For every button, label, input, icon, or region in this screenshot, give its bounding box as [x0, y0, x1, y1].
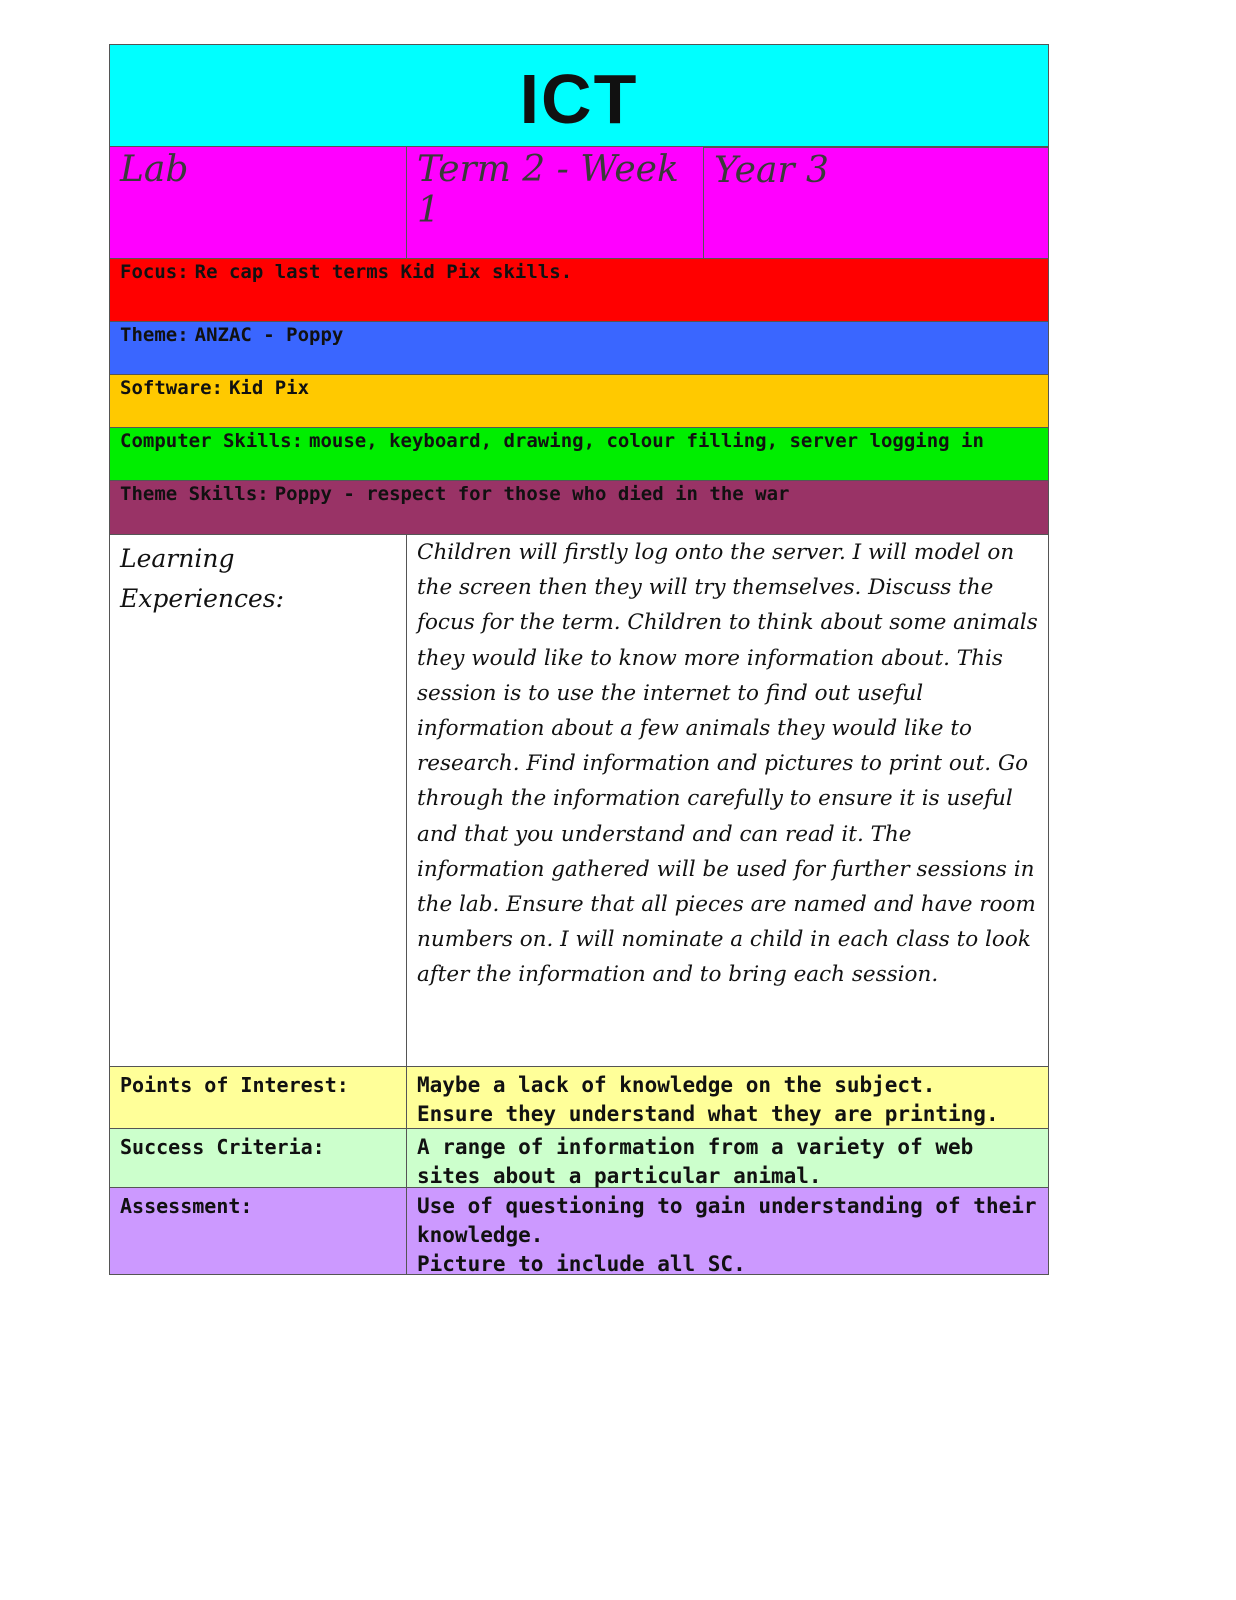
- lesson-plan-table: [109, 44, 1049, 1275]
- theme-skills-row: [110, 481, 1048, 535]
- success-criteria-text: A range of information from a variety of web sites about a particular animal.: [417, 1135, 974, 1188]
- theme-value: ANZAC - Poppy: [194, 324, 344, 346]
- theme-label: Theme:: [120, 324, 189, 346]
- assessment-label: Assessment:: [110, 1188, 407, 1274]
- success-criteria-row: [110, 1129, 1048, 1188]
- focus-label: Focus:: [120, 261, 189, 283]
- meta-row: [110, 147, 1048, 259]
- computer-skills-row: [110, 428, 1048, 481]
- learning-experiences-row: [110, 535, 1048, 1067]
- computer-skills-label: Computer Skills:: [120, 430, 304, 452]
- theme-skills-value: Poppy - respect for those who died in the war: [274, 483, 790, 505]
- page-title: ICT: [519, 59, 639, 138]
- points-of-interest-text: [407, 1067, 1048, 1128]
- assessment-line: Picture to include all SC.: [417, 1252, 746, 1276]
- title-row: [110, 45, 1048, 147]
- learning-experiences-label: Learning Experiences:: [110, 535, 407, 1066]
- software-value: Kid Pix: [228, 377, 310, 399]
- theme-skills-label: Theme Skills:: [120, 483, 269, 505]
- location-cell: Lab: [110, 147, 407, 258]
- assessment-text: [407, 1188, 1048, 1274]
- term-week-cell: Term 2 - Week 1: [407, 147, 704, 258]
- points-of-interest-line: Ensure they understand what they are printing.: [417, 1102, 999, 1126]
- software-row: [110, 375, 1048, 428]
- focus-row: [110, 259, 1048, 322]
- points-of-interest-label: Points of Interest:: [110, 1067, 407, 1128]
- theme-row: [110, 322, 1048, 375]
- success-criteria-label: Success Criteria:: [110, 1129, 407, 1187]
- computer-skills-value: mouse, keyboard, drawing, colour filling, server logging in: [309, 430, 984, 452]
- points-of-interest-line: Maybe a lack of knowledge on the subject.: [417, 1073, 936, 1097]
- assessment-line: Use of questioning to gain understanding of their knowledge.: [417, 1194, 1037, 1247]
- points-of-interest-row: [110, 1067, 1048, 1129]
- software-label: Software:: [120, 377, 223, 399]
- learning-experiences-text: Children will firstly log onto the server. I will model on the screen then they will try themselves. Discuss the focus for the term. Children to think about some animals they would like to know more information about. This session is to use the internet to find out useful information about a few animals they would like to research. Find information and pictures to print out. Go through the information carefully to ensure it is useful and that you understand and can read it. The information gathered will be used for further sessions in the lab. Ensure that all pieces are named and have room numbers on. I will nominate a child in each class to look after the information and to bring each session.: [417, 540, 1038, 988]
- focus-value: Re cap last terms Kid Pix skills.: [194, 261, 573, 283]
- year-cell: Year 3: [704, 147, 1048, 258]
- assessment-row: [110, 1188, 1048, 1274]
